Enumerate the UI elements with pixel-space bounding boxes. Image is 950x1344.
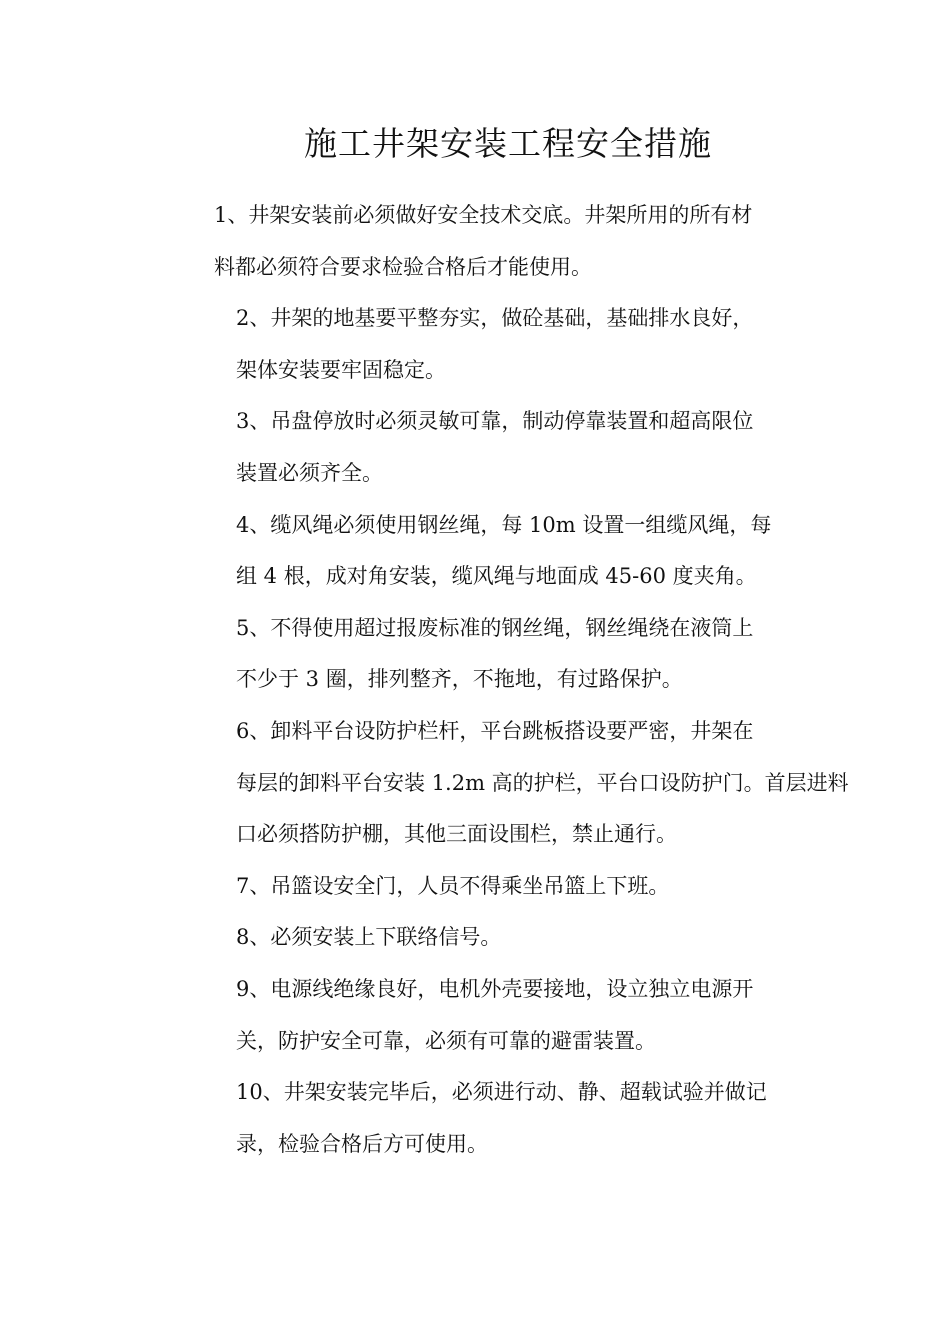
measure-line: 1、井架安装前必须做好安全技术交底。井架所用的所有材 xyxy=(214,203,753,227)
measure-line: 5、不得使用超过报废标准的钢丝绳，钢丝绳绕在液筒上 xyxy=(236,615,754,640)
measure-line: 2、井架的地基要平整夯实，做砼基础，基础排水良好， xyxy=(236,306,754,331)
measure-line: 6、卸料平台设防护栏杆，平台跳板搭设要严密，井架在 xyxy=(236,718,754,743)
measure-line: 8、必须安装上下联络信号。 xyxy=(236,925,502,950)
measure-item-4 xyxy=(148,500,800,603)
measure-item-5 xyxy=(148,603,800,706)
measure-item-3 xyxy=(148,396,800,499)
measure-item-6 xyxy=(148,706,849,861)
measure-line: 不少于 3 圈，排列整齐，不拖地，有过路保护。 xyxy=(236,667,683,692)
measure-item-9 xyxy=(148,964,800,1067)
measure-line: 料都必须符合要求检验合格后才能使用。 xyxy=(214,254,592,279)
document-title: 施工井架安装工程安全措施 xyxy=(304,124,712,163)
document-body xyxy=(148,190,849,1170)
measure-line: 10、井架安装完毕后，必须进行动、静、超载试验并做记 xyxy=(236,1080,767,1105)
measure-item-10 xyxy=(148,1067,800,1170)
measure-line: 装置必须齐全。 xyxy=(236,460,383,485)
measure-line: 7、吊篮设安全门，人员不得乘坐吊篮上下班。 xyxy=(236,873,670,898)
measure-line: 3、吊盘停放时必须灵敏可靠，制动停靠装置和超高限位 xyxy=(236,409,754,434)
measure-item-1 xyxy=(148,190,800,293)
measure-line: 9、电源线绝缘良好，电机外壳要接地，设立独立电源开 xyxy=(236,976,754,1001)
measure-item-7 xyxy=(148,861,800,913)
measure-line: 每层的卸料平台安装 1.2m 高的护栏，平台口设防护门。首层进料 xyxy=(236,770,849,795)
measure-line: 口必须搭防护棚，其他三面设围栏，禁止通行。 xyxy=(236,822,677,847)
measure-line: 4、缆风绳必须使用钢丝绳，每 10m 设置一组缆风绳，每 xyxy=(236,512,772,537)
measure-line: 架体安装要牢固稳定。 xyxy=(236,357,446,382)
measure-line: 组 4 根，成对角安装，缆风绳与地面成 45-60 度夹角。 xyxy=(236,564,757,589)
measure-line: 录，检验合格后方可使用。 xyxy=(236,1131,488,1156)
measure-line: 关，防护安全可靠，必须有可靠的避雷装置。 xyxy=(236,1028,656,1053)
measure-item-8 xyxy=(148,912,800,964)
measure-item-2 xyxy=(148,293,800,396)
